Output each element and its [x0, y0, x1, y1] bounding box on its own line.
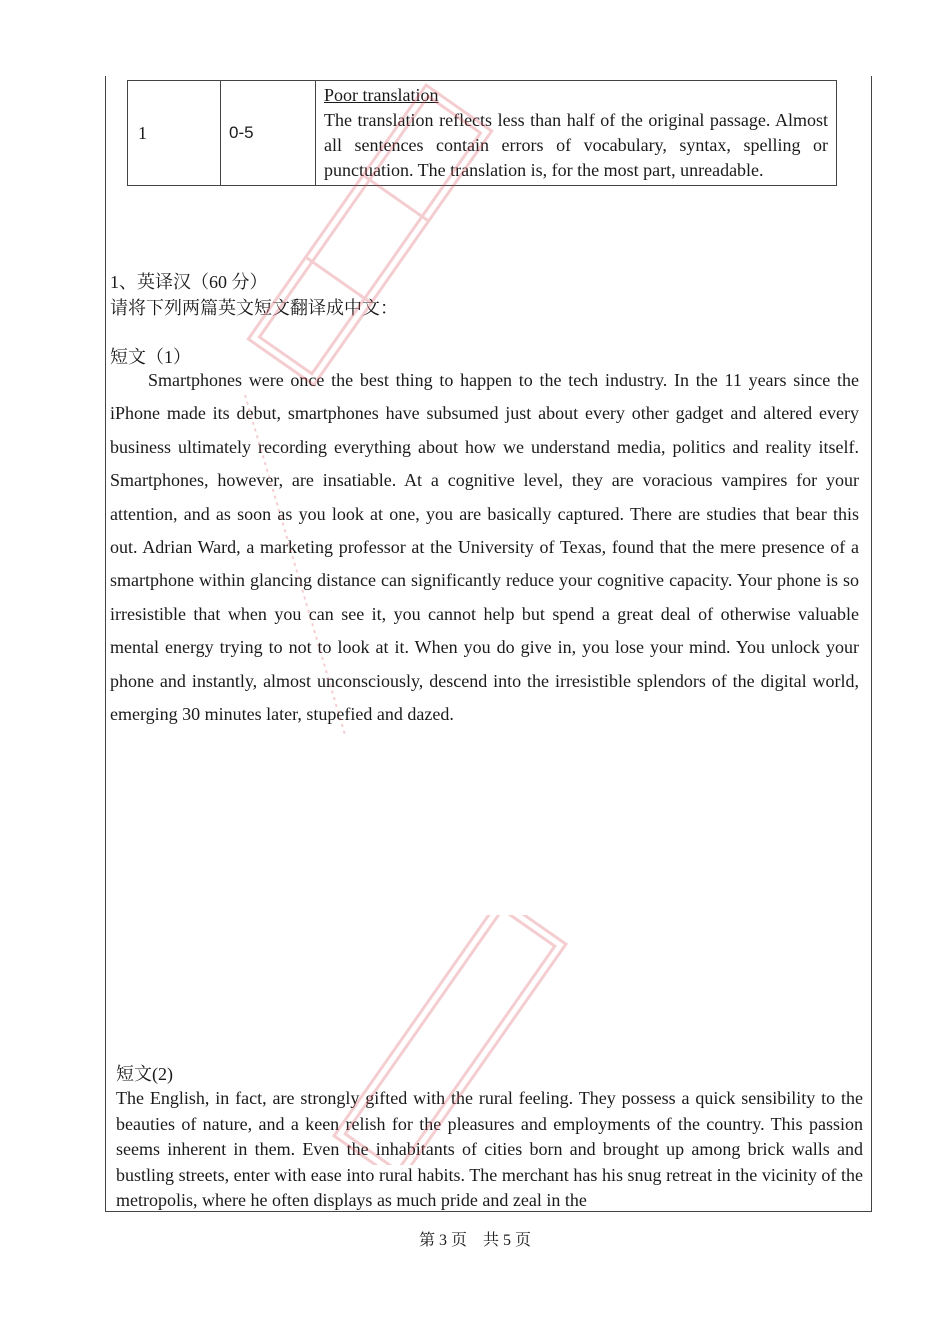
- rubric-row: [128, 81, 837, 186]
- rubric-description-cell: [316, 81, 837, 186]
- passage2-text: The English, in fact, are strongly gifted with the rural feeling. They possess a quick sensibility to the beauties of nature, and a keen relish for the pleasures and employments of the country. This passion seems inherent in them. Even the inhabitants of cities born and brought up among brick walls and bustling streets, enter with ease into rural habits. The merchant has his snug retreat in the vicinity of the metropolis, where he often displays as much pride and zeal in the: [116, 1088, 863, 1210]
- page-total: 共 5 页: [483, 1232, 532, 1249]
- section-instruction: 请将下列两篇英文短文翻译成中文：: [110, 298, 398, 318]
- section-heading: 1、英译汉（60 分）: [110, 272, 268, 292]
- page-footer: [0, 1227, 950, 1250]
- passage2-label: 短文(2): [116, 1064, 173, 1084]
- page-number: 第 3 页: [418, 1232, 467, 1249]
- passage1-text: Smartphones were once the best thing to happen to the tech industry. In the 11 years since the iPhone made its debut, smartphones have subsumed just about every other gadget and altered every business ultimately recording everything about how we understand media, politics and reality itself. Smartphones, however, are insatiable. At a cognitive level, they are voracious vampires for your attention, and as soon as you look at one, you are basically captured. There are studies that bear this out. Adrian Ward, a marketing professor at the University of Texas, found that the mere presence of a smartphone within glancing distance can significantly reduce your cognitive capacity. Your phone is so irresistible that when you can see it, you cannot help but spend a great deal of otherwise valuable mental energy trying to not to look at it. When you do give in, you lose your mind. You unlock your phone and instantly, almost unconsciously, descend into the irresistible splendors of the digital world, emerging 30 minutes later, stupefied and dazed.: [110, 370, 859, 725]
- passage1-label: 短文（1）: [110, 347, 191, 367]
- rubric-title: Poor translation: [324, 85, 439, 105]
- rubric-range: 0-5: [221, 81, 316, 186]
- rubric-description: The translation reflects less than half of the original passage. Almost all sentences contain errors of vocabulary, syntax, spelling or punctuation. The translation is, for the most part, unreadable.: [324, 110, 828, 180]
- rubric-table: [127, 80, 837, 186]
- rubric-score: 1: [128, 81, 221, 186]
